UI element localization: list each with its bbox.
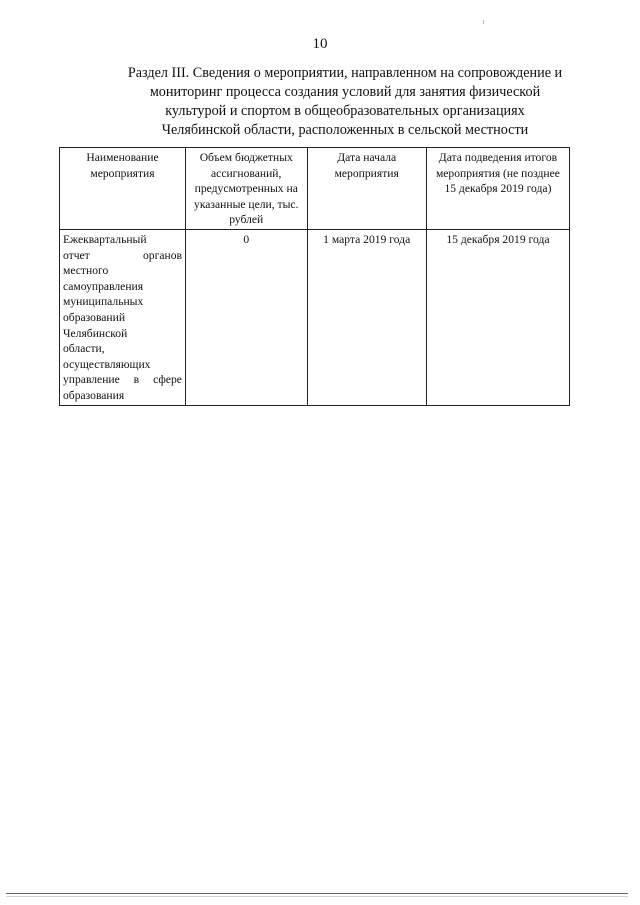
scan-speck [483, 20, 484, 24]
measure-name-line: самоуправления [63, 279, 144, 293]
section-title-line: мониторинг процесса создания условий для занятия физической [149, 84, 541, 100]
header-start-date: Дата начала мероприятия [307, 148, 426, 230]
measure-name-line: Челябинской [63, 326, 128, 340]
measure-name-line: муниципальных [63, 295, 144, 309]
page-number: 10 [312, 36, 328, 52]
measure-name-line: области, [63, 342, 105, 356]
scan-bottom-edge [6, 893, 628, 894]
measure-name-line: Ежеквартальный [63, 232, 147, 246]
cell-measure-name [60, 229, 186, 405]
section-title [100, 64, 590, 140]
table-header-row [60, 148, 570, 230]
scan-bottom-edge-shadow [6, 896, 628, 897]
measure-name-line: отчет органов [63, 248, 182, 262]
measures-table [59, 147, 570, 406]
measure-name-line: местного [63, 264, 109, 278]
measure-name-line: управление в сфере [63, 373, 182, 387]
section-title-line: Челябинской области, расположенных в сельской местности [161, 122, 529, 138]
cell-budget: 0 [185, 229, 307, 405]
measure-name-line: образования [63, 388, 125, 402]
cell-result-date: 15 декабря 2019 года [426, 229, 569, 405]
section-title-line: Раздел III. Сведения о мероприятии, направленном на сопровождение и [127, 65, 563, 81]
header-result-date: Дата подведения итогов мероприятия (не позднее 15 декабря 2019 года) [426, 148, 569, 230]
header-budget: Объем бюджетных ассигнований, предусмотренных на указанные цели, тыс. рублей [185, 148, 307, 230]
measure-name-line: образований [63, 310, 126, 324]
section-title-line: культурой и спортом в общеобразовательных организациях [165, 103, 525, 119]
header-name: Наименование мероприятия [60, 148, 186, 230]
measure-name-line: осуществляющих [63, 357, 151, 371]
cell-start-date: 1 марта 2019 года [307, 229, 426, 405]
table-row [60, 229, 570, 405]
